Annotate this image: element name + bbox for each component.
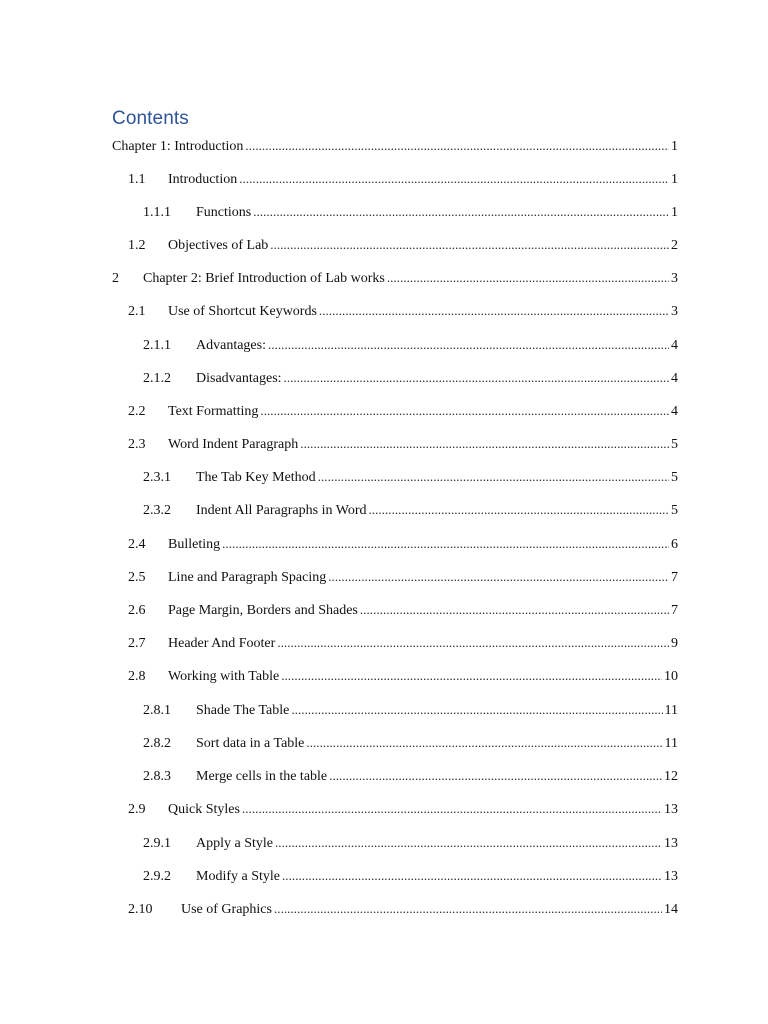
toc-entry-title: The Tab Key Method <box>196 470 316 485</box>
toc-entry-page: 7 <box>671 570 678 585</box>
toc-entry-2-4[interactable] <box>112 535 678 553</box>
toc-entry-number: 2.2 <box>128 404 146 419</box>
toc-entry-number: 2.8.3 <box>143 769 171 784</box>
toc-dot-leader <box>387 269 669 287</box>
toc-entry-number: 2.3.2 <box>143 503 171 518</box>
toc-entry-2-3-2[interactable] <box>112 501 678 519</box>
toc-entry-title: Use of Graphics <box>181 902 272 917</box>
toc-heading: Contents <box>112 108 189 129</box>
toc-dot-leader <box>253 203 669 221</box>
toc-entry-1-2[interactable] <box>112 236 678 254</box>
toc-entry-page: 4 <box>671 338 678 353</box>
toc-entry-number: 2.3 <box>128 437 146 452</box>
toc-entry-2-6[interactable] <box>112 601 678 619</box>
toc-entry-number: 2 <box>112 271 119 286</box>
toc-entry-page: 11 <box>664 736 678 751</box>
toc-entry-number: 2.7 <box>128 636 146 651</box>
toc-dot-leader <box>318 468 669 486</box>
toc-entry-page: 3 <box>671 271 678 286</box>
toc-entry-title: Advantages: <box>196 338 266 353</box>
toc-entry-number: 2.8 <box>128 669 146 684</box>
toc-dot-leader <box>300 435 669 453</box>
toc-entry-page: 13 <box>664 836 678 851</box>
toc-entry-title: Shade The Table <box>196 703 290 718</box>
toc-dot-leader <box>270 236 669 254</box>
toc-dot-leader <box>281 667 662 685</box>
toc-entry-number: 1.2 <box>128 238 146 253</box>
toc-entry-page: 1 <box>671 139 678 154</box>
toc-dot-leader <box>328 568 669 586</box>
toc-entry-number: 2.8.2 <box>143 736 171 751</box>
toc-entry-number: 2.1.1 <box>143 338 171 353</box>
toc-entry-page: 4 <box>671 404 678 419</box>
toc-entry-page: 4 <box>671 371 678 386</box>
toc-dot-leader <box>222 535 669 553</box>
toc-entry-2-9-1[interactable] <box>112 834 678 852</box>
toc-entry-page: 5 <box>671 437 678 452</box>
toc-entry-title: Merge cells in the table <box>196 769 328 784</box>
toc-entry-title: Sort data in a Table <box>196 736 305 751</box>
toc-entry-page: 13 <box>664 802 678 817</box>
toc-entry-title: Introduction <box>168 172 238 187</box>
toc-entry-page: 14 <box>664 902 678 917</box>
toc-entry-chapter-2[interactable] <box>112 269 678 287</box>
toc-entry-2-10[interactable] <box>112 900 678 918</box>
toc-dot-leader <box>329 767 662 785</box>
toc-dot-leader <box>275 834 662 852</box>
toc-entry-title: Quick Styles <box>168 802 240 817</box>
toc-entry-page: 10 <box>664 669 678 684</box>
toc-entry-number: 2.1.2 <box>143 371 171 386</box>
toc-entry-2-8-1[interactable] <box>112 701 678 719</box>
toc-entry-2-1-1[interactable] <box>112 336 678 354</box>
toc-dot-leader <box>306 734 662 752</box>
toc-entry-title: Functions <box>196 205 252 220</box>
toc-entry-page: 3 <box>671 304 678 319</box>
toc-entry-page: 12 <box>664 769 678 784</box>
toc-entry-number: 1.1.1 <box>143 205 171 220</box>
toc-entry-2-7[interactable] <box>112 634 678 652</box>
toc-dot-leader <box>277 634 669 652</box>
toc-entry-2-9[interactable] <box>112 800 678 818</box>
toc-dot-leader <box>239 170 669 188</box>
toc-entry-number: 1.1 <box>128 172 146 187</box>
toc-entry-page: 7 <box>671 603 678 618</box>
toc-entry-1-1[interactable] <box>112 170 678 188</box>
toc-entry-page: 1 <box>671 205 678 220</box>
toc-entry-number: 2.6 <box>128 603 146 618</box>
toc-entry-2-2[interactable] <box>112 402 678 420</box>
toc-dot-leader <box>260 402 669 420</box>
toc-entry-page: 13 <box>664 869 678 884</box>
toc-entry-2-5[interactable] <box>112 568 678 586</box>
toc-dot-leader <box>291 701 662 719</box>
toc-entry-page: 5 <box>671 503 678 518</box>
toc-entry-title: Chapter 1: Introduction <box>112 139 244 154</box>
toc-dot-leader <box>282 867 662 885</box>
toc-entry-page: 11 <box>664 703 678 718</box>
toc-entry-title: Line and Paragraph Spacing <box>168 570 327 585</box>
toc-dot-leader <box>245 137 669 155</box>
toc-entry-title: Working with Table <box>168 669 280 684</box>
toc-entry-number: 2.9 <box>128 802 146 817</box>
toc-entry-2-1-2[interactable] <box>112 369 678 387</box>
toc-entry-page: 6 <box>671 537 678 552</box>
toc-dot-leader <box>368 501 669 519</box>
toc-entry-title: Disadvantages: <box>196 371 282 386</box>
toc-entry-2-8[interactable] <box>112 667 678 685</box>
toc-dot-leader <box>360 601 669 619</box>
toc-dot-leader <box>242 800 662 818</box>
toc-entry-2-9-2[interactable] <box>112 867 678 885</box>
toc-entry-number: 2.1 <box>128 304 146 319</box>
toc-entry-number: 2.3.1 <box>143 470 171 485</box>
toc-entry-chapter-1[interactable] <box>112 137 678 155</box>
toc-entry-number: 2.8.1 <box>143 703 171 718</box>
toc-entry-2-1[interactable] <box>112 302 678 320</box>
toc-entry-title: Apply a Style <box>196 836 273 851</box>
toc-entry-number: 2.9.2 <box>143 869 171 884</box>
toc-entry-2-3[interactable] <box>112 435 678 453</box>
toc-entry-number: 2.4 <box>128 537 146 552</box>
toc-entry-title: Modify a Style <box>196 869 280 884</box>
toc-entry-title: Text Formatting <box>168 404 259 419</box>
toc-entry-page: 2 <box>671 238 678 253</box>
toc-entry-title: Header And Footer <box>168 636 276 651</box>
toc-dot-leader <box>274 900 662 918</box>
toc-dot-leader <box>268 336 669 354</box>
toc-entry-number: 2.5 <box>128 570 146 585</box>
toc-dot-leader <box>284 369 669 387</box>
toc-entry-page: 5 <box>671 470 678 485</box>
toc-entry-title: Bulleting <box>168 537 221 552</box>
toc-entry-title: Page Margin, Borders and Shades <box>168 603 358 618</box>
toc-entry-2-3-1[interactable] <box>112 468 678 486</box>
toc-entry-page: 9 <box>671 636 678 651</box>
toc-entry-page: 1 <box>671 172 678 187</box>
toc-entry-title: Objectives of Lab <box>168 238 269 253</box>
toc-entry-number: 2.9.1 <box>143 836 171 851</box>
toc-dot-leader <box>319 302 669 320</box>
toc-entry-title: Word Indent Paragraph <box>168 437 299 452</box>
toc-entry-title: Use of Shortcut Keywords <box>168 304 317 319</box>
toc-entry-2-8-3[interactable] <box>112 767 678 785</box>
toc-entry-title: Indent All Paragraphs in Word <box>196 503 367 518</box>
toc-entry-1-1-1[interactable] <box>112 203 678 221</box>
toc-entry-title: Chapter 2: Brief Introduction of Lab works <box>143 271 385 286</box>
toc-entry-number: 2.10 <box>128 902 153 917</box>
toc-entry-2-8-2[interactable] <box>112 734 678 752</box>
